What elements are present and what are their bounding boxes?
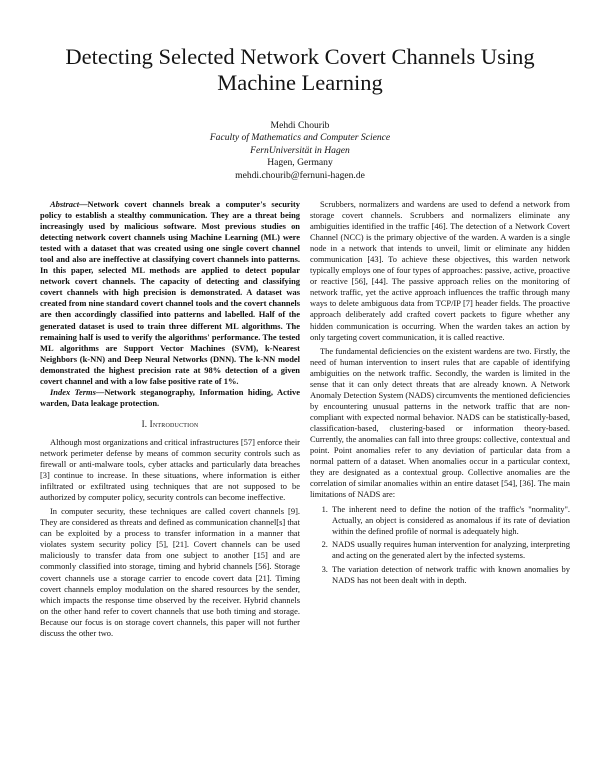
intro-paragraph-4: The fundamental deficiencies on the existent wardens are two. Firstly, the need of human intervention to insert rules that are capable of identifying ambiguities on the network traffic. Secondly, the warden is limited in the sense that it can only detect threats that are already known. A Network Anomaly Detection System (NADS) circumvents the mentioned deficiencies by encountering unusual patterns in the network traffic that are non-compliant with expected normal behavior. NADS can be statistically-based, classification-based, clustering-based or information theory-based. Currently, the anomalies can fall into three groups: collective, contextual and point. Point anomalies refer to any deviation of particular data from a normal pattern of a dataset. When anomalies occur in a particular context, they are designated as a contextual group. Collective anomalies are the correlation of similar anomalies within an entire dataset [54], [36]. The main limitations of NADS are: (310, 345, 570, 500)
author-location: Hagen, Germany (267, 157, 333, 169)
author-faculty: Faculty of Mathematics and Computer Science (209, 132, 391, 144)
list-item: 3. The variation detection of network traffic with known anomalies by NADS has not been dealt with in depth. (330, 564, 570, 586)
author-email: mehdi.chourib@fernuni-hagen.de (235, 169, 365, 181)
intro-paragraph-1: Although most organizations and critical infrastructures [57] enforce their network perimeter defense by means of common security controls such as firewall or anti-malware tools, cyber attacks and particularly data breaches [3] continue to increase. In these situations, where information is either infiltrated or exfiltrated using techniques that are not supposed to be authorized by computer policy, security controls can become ineffective. (40, 436, 300, 503)
right-column (310, 199, 570, 588)
list-item: 2. NADS usually requires human intervention for analyzing, interpreting and acting on the generated alert by the infected systems. (330, 539, 570, 561)
author-name: Mehdi Chourib (270, 120, 330, 131)
left-column (40, 199, 300, 639)
list-item: 1. The inherent need to define the notion of the traffic's "normality". Actually, an object is considered as anomalous if its rate of deviation within the defined profile of normal is adequately high. (330, 504, 570, 537)
index-terms-text: —Network steganography, Information hiding, Active warden, Data leakage protection. (40, 386, 300, 408)
intro-paragraph-2: In computer security, these techniques are called covert channels [9]. They are considered as threats and defined as communication channel[s] that can be exploited by a process to transfer information in a manner that violates system security policy [5], [21]. Covert channels can be used maliciously to transfer data from one subject to another [15] and are commonly classified into storage, timing and hybrid channels [56]. Storage covert channels use a storage carrier to encode covert data [21]. Timing covert channels employ modulation on the shared resources by the sender, which impacts the response time observed by the receiver. Hybrid channels on the other hand refer to covert channels that use both timing and storage. Because our focus is on storage covert channels, this paper will not further discuss the other two. (40, 506, 300, 638)
index-terms-label: Index Terms (50, 386, 96, 397)
author-block (100, 120, 500, 182)
author-university: FernUniversität in Hagen (250, 144, 350, 156)
abstract-text: —Network covert channels break a computer's security policy to establish a stealthy communication. They are a threat being increasingly used by malicious software. Most previous studies on detecting network covert channels using Machine Learning (ML) were tested with a dataset that was created using one single covert channel tool and also are ineffective at classifying covert channels into patterns. In this paper, selected ML methods are applied to detect popular network covert channels. The capacity of detecting and classifying covert channels with high precision is demonstrated. A dataset was created from nine standard covert channel tools and the covert channels are then accordingly classified into patterns and labelled. Half of the generated dataset is used to train three different ML algorithms. The remaining half is used to verify the algorithms' performance. The tested ML algorithms are Support Vector Machines (SVM), k-Nearest Neighbors (k-NN) and Deep Neural Networks (DNN). The k-NN model demonstrated the highest precision rate at 98% detection of a given covert channel and with a low false positive rate of 1%. (40, 199, 300, 386)
abstract-label: Abstract (50, 199, 80, 209)
intro-paragraph-3: Scrubbers, normalizers and wardens are used to defend a network from storage covert channels. Scrubbers and normalizers eliminate any ambiguities identified in the traffic [46]. The detection of a Network Covert Channel (NCC) is the primary objective of the warden. A warden is a single node in a network that intends to unveil, limit or eliminate any hidden communication [43]. To achieve these objectives, this warden network typically employs one of four types of approaches: passive, active, proactive or reactive [56], [44]. The passive approach relies on the monitoring of network traffic, yet the active approach influences the traffic through many ways to delete ambiguous data from TCP/IP [7] header fields. The proactive approach deliberately add crafted covert packets to figure whether any hidden communication is occurring. When the warden takes an action by only targeting covert communication, it is called reactive. (310, 199, 570, 342)
abstract (40, 199, 300, 387)
section-heading-introduction: I. Introduction (141, 418, 199, 429)
nads-limitations-list (310, 504, 570, 585)
index-terms (40, 387, 300, 409)
paper-title: Detecting Selected Network Covert Channels Using Machine Learning (65, 44, 535, 95)
